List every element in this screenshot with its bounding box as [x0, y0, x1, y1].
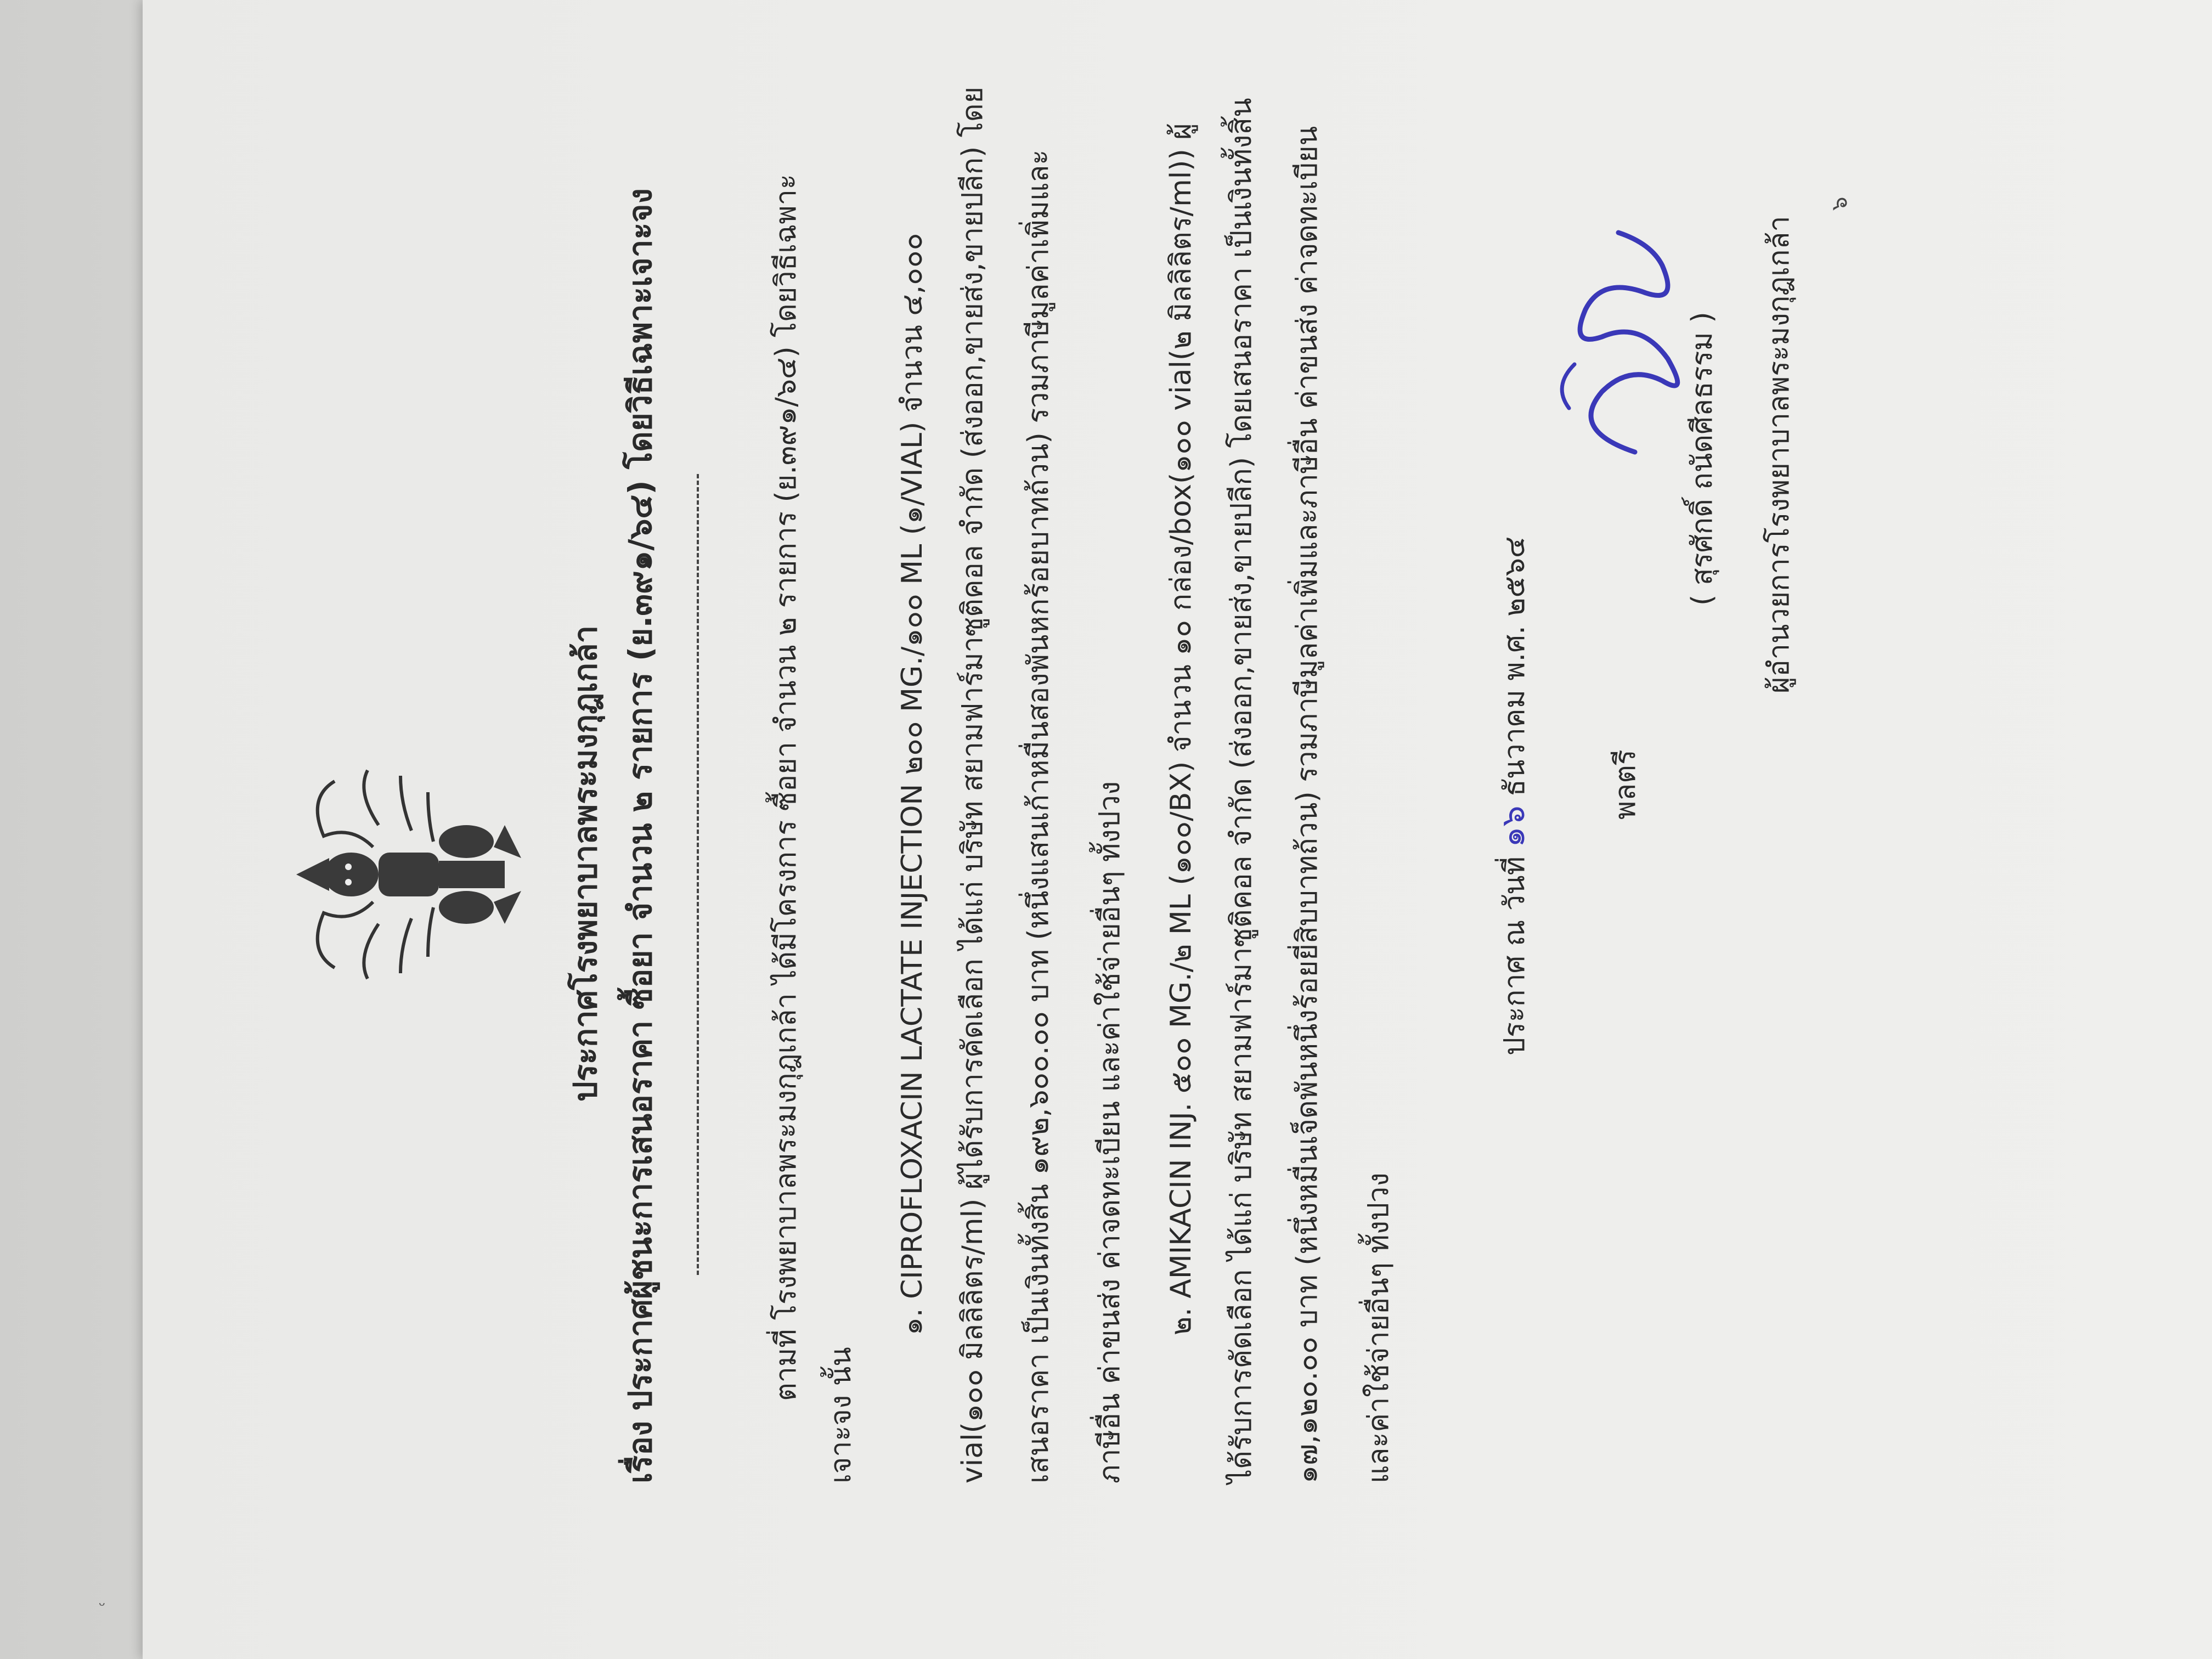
handwritten-signature: [1536, 222, 1701, 474]
signer-rank: พลตรี: [1609, 749, 1642, 820]
signer-position: ผู้อำนวยการโรงพยาบาลพระมงกุฎเกล้า: [1763, 216, 1796, 693]
item2-line-1: ๒. AMIKACIN INJ. ๕๐๐ MG./๒ ML (๑๐๐/BX) จำนวน ๑๐ กล่อง/box(๑๐๐ vial(๒ มิลลิลิตร/ml)) ผู้: [1165, 123, 1198, 1335]
intro-line-1: ตามที่ โรงพยาบาลพระมงกุฎเกล้า ได้มีโครงการ ซื้อยา จำนวน ๒ รายการ (ย.๓๙๑/๖๔) โดยวิธีเฉพาะ: [770, 174, 803, 1401]
date-prefix: ประกาศ ณ วันที่: [1498, 856, 1531, 1056]
item1-line-1: ๑. CIPROFLOXACIN LACTATE INJECTION ๒๐๐ MG./๑๐๐ ML (๑/VIAL) จำนวน ๔,๐๐๐: [896, 233, 929, 1335]
intro-line-2: เจาะจง นั้น: [825, 1347, 857, 1483]
subject-prefix: เรื่อง: [622, 1420, 659, 1483]
document-title: ประกาศโรงพยาบาลพระมงกุฎเกล้า: [567, 625, 604, 1102]
garuda-emblem-icon: [285, 759, 527, 990]
document-subject: [614, 112, 665, 1483]
divider-line: [697, 474, 699, 1275]
document-content: [143, 68, 2212, 1659]
item1-line-3: เสนอราคา เป็นเงินทั้งสิ้น ๑๙๒,๖๐๐.๐๐ บาท (หนึ่งแสนเก้าหมื่นสองพันหกร้อยบาทถ้วน) รวมภาษีมูลค่าเพิ่มและ: [1022, 149, 1055, 1483]
subject-text: ประกาศผู้ชนะการเสนอราคา ซื้อยา จำนวน ๒ รายการ (ย.๓๙๑/๖๔) โดยวิธีเฉพาะเจาะจง: [622, 188, 659, 1411]
item2-line-2: ได้รับการคัดเลือก ได้แก่ บริษัท สยามฟาร์มาซูติคอล จำกัด (ส่งออก,ขายส่ง,ขายปลีก) โดยเสนอราคา เป็นเงินทั้งสิ้น: [1225, 98, 1258, 1483]
item2-line-4: และค่าใช้จ่ายอื่นๆ ทั้งปวง: [1362, 1172, 1395, 1483]
item1-line-4: ภาษีอื่น ค่าขนส่ง ค่าจดทะเบียน และค่าใช้จ่ายอื่นๆ ทั้งปวง: [1093, 781, 1126, 1483]
announcement-date: [1487, 537, 1539, 1056]
date-suffix: ธันวาคม พ.ศ. ๒๕๖๔: [1498, 536, 1531, 797]
signer-name: ( สุรศักดิ์ ถนัดศีลธรรม ): [1686, 312, 1719, 606]
page-mark: ๖: [1827, 196, 1852, 211]
item1-line-2: vial(๑๐๐ มิลลิลิตร/ml) ผู้ได้รับการคัดเลือก ได้แก่ บริษัท สยามฟาร์มาซูติคอล จำกัด (ส่งออก,ขายส่ง,ขายปลีก) โดย: [956, 86, 989, 1483]
date-day: ๑๖: [1494, 805, 1532, 848]
corner-mark: ᵕ: [99, 1596, 106, 1616]
item2-line-3: ๑๗,๑๒๐.๐๐ บาท (หนึ่งหมื่นเจ็ดพันหนึ่งร้อยยี่สิบบาทถ้วน) รวมภาษีมูลค่าเพิ่มและภาษีอื่น ค่าขนส่ง ค่าจดทะเบียน: [1291, 126, 1324, 1483]
